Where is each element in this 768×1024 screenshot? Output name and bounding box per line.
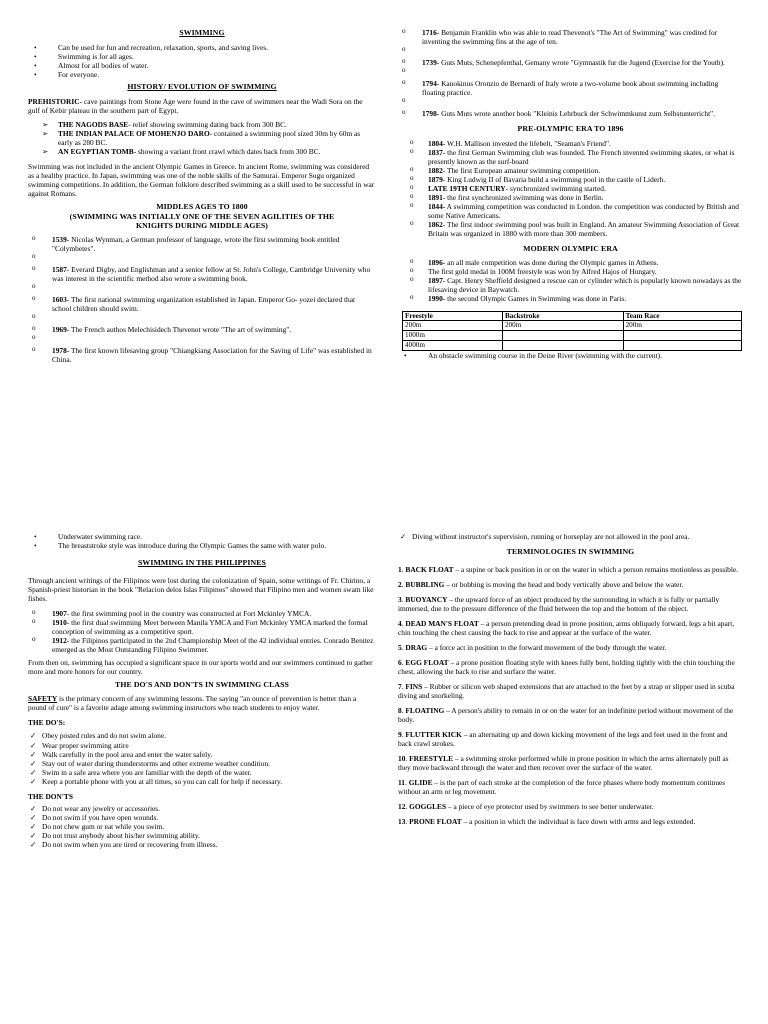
timeline-item: [398, 193, 743, 202]
philippines-timeline: [28, 609, 376, 654]
timeline-year: 1978: [52, 346, 67, 356]
term-number: 8: [398, 705, 402, 715]
timeline-text: - Capt. Henry Sheffield designed a rescue can or cylinder which is popularly known nowadays as the lifesaving device in Baywatch.: [428, 275, 742, 294]
timeline-text: - A swimming competition was conducted in London. the competition was conducted by British and some Native Americans.: [428, 201, 739, 220]
term-definition: – a piece of eye protector used by swimmers to see better underwater.: [446, 802, 654, 812]
timeline-year: 1891: [428, 192, 443, 202]
dos-list: [28, 731, 376, 785]
timeline-item: [398, 294, 743, 303]
table-cell: [502, 331, 623, 341]
timeline-text: - Everard Digby, and Englishman and a senior fellow at St. John's College, Cambridge University who was interest in the scientific method also wrote a swimming book.: [52, 265, 371, 284]
ancient-text: - showing a variant front crawl which dates back from 300 BC.: [133, 147, 321, 157]
term-entry: 6. EGG FLOAT – a prone position floating style with knees fully bent, holding tightly with the chin touching the chest, allowing the back to rise and surface the water.: [398, 657, 735, 676]
ancient-item: [28, 147, 376, 156]
column-bottom-left: [28, 532, 376, 849]
term-name: EGG FLOAT: [405, 657, 449, 667]
dont-item: ✓ Do not trust anybody about his/her swimming ability.: [28, 831, 376, 840]
dont-item: ✓ Do not swim when you are tired or recovering from illness.: [28, 840, 376, 849]
timeline-year: 1882: [428, 165, 443, 175]
timeline-text: - Guts Muts wrote another book "Kleinis Lehrbuck der Schwimmkunst zum Selbstunterricht".: [436, 109, 715, 119]
table-note: • An obstacle swimming course in the Deine River (swimming with the current).: [398, 351, 743, 360]
donts-list-continued: [398, 532, 743, 541]
term-name: BUBBLING: [405, 579, 445, 589]
ancient-label: THE INDIAN PALACE OF MOHENJO DARO: [58, 129, 210, 139]
dont-item: ✓ Do not chew gum or eat while you swim.: [28, 822, 376, 831]
timeline-year: 1539: [52, 234, 67, 244]
term-entry: 7. FINS – Rubber or silicon web shaped extensions that are attached to the feet by a strap or slipper used in scuba diving and snorkeling.: [398, 681, 735, 700]
table-note-list: [398, 351, 743, 360]
timeline-year: 1897: [428, 275, 443, 285]
dont-item: ✓ Do not swim if you have open wounds.: [28, 813, 376, 822]
timeline-text: - W.H. Mallison invested the lifebelt, "Seaman's Friend".: [442, 138, 611, 148]
prehistoric-text: - cave paintings from Stone Age were found in the cave of swimmers near the Wadi Sora on the gulf of Kebir plateau in the southern part of Egypt.: [28, 97, 363, 116]
term-entry: 4. DEAD MAN'S FLOAT – a person pretending dead in prone position, arms obliquely forward, legs a bit apart, chin touching the chest causing the back to rise and appear at the surface of the water.: [398, 618, 735, 637]
spacer: [28, 253, 376, 265]
do-item: ✓ Obey posted rules and do not swim alone.: [28, 731, 376, 740]
ancient-list: [28, 120, 376, 156]
column-bottom-right: [398, 532, 743, 826]
term-name: GOGGLES: [409, 802, 447, 812]
timeline-text: - Kanokinus Oronzio de Bernardi of Italy wrote a two-volume book about swimming including floating practice.: [422, 79, 719, 98]
events-list-continued: [28, 532, 376, 550]
timeline-item: [398, 139, 743, 148]
timeline-item: [398, 175, 743, 184]
timeline-text: - The French authos Melechisidech Thevenot wrote "The art of swimming".: [66, 325, 292, 335]
term-entry: 9. FLUTTER KICK – an alternating up and down kicking movement of the legs and feet used in the front and back crawl strokes.: [398, 729, 728, 748]
table-cell: 4000m: [403, 341, 503, 351]
term-definition: – a position in which the individual is face down with arms and legs extended.: [461, 817, 696, 827]
table-row: [403, 321, 742, 331]
timeline-year: 1862: [428, 219, 443, 229]
term-definition: – or bobbing is moving the head and body vertically above and below the water.: [444, 579, 684, 589]
term-definition: – an alternating up and down kicking movement of the legs and feet used in the front and back crawl strokes.: [398, 729, 728, 748]
term-number: 13: [398, 817, 406, 827]
timeline-item: [398, 276, 743, 294]
term-number: 3: [398, 594, 402, 604]
term-entry: 5. DRAG – a force act in position to the forward movement of the body through the water.: [398, 642, 667, 652]
timeline-item: [28, 636, 376, 654]
column-top-left: [28, 28, 376, 364]
term-definition: – is the part of each stroke at the completion of the force phases where body momentum continues without an arm or leg movement.: [398, 778, 726, 797]
table-header: Team Race: [623, 311, 741, 321]
spacer: [28, 313, 376, 325]
term-definition: – A person's ability to remain in or on the water for an indefinite period without movement of the body.: [398, 705, 734, 724]
term-entry: 11. GLIDE – is the part of each stroke at the completion of the force phases where body momentum continues without an arm or leg movement.: [398, 778, 726, 797]
timeline-text: - the first German Swimming club was founded. The French invented swimming skates, or what is presently known as the surf-board: [428, 147, 735, 166]
middle-ages-heading-2: (SWIMMING WAS INITIALLY ONE OF THE SEVEN AGILITIES OF THE: [69, 211, 335, 221]
events-table: [402, 311, 742, 351]
timeline-year: 1896: [428, 257, 443, 267]
timeline-item: [398, 258, 743, 267]
timeline-year: 1587: [52, 265, 67, 274]
term-name: FINS: [405, 681, 423, 691]
intro-item: • Can be used for fun and recreation, relaxation, sports, and saving lives.: [28, 43, 376, 52]
timeline-text: - The first indoor swimming pool was built in England. An amateur Swimming Association of Great Britain was organized in 1880 with more than 300 members.: [428, 219, 740, 238]
intro-item: • Almost for all bodies of water.: [28, 61, 376, 70]
term-number: 11: [398, 778, 405, 788]
term-definition: – the upward force of an object produced by the surrounding in which it is fully or partially immersed, due to the pressure difference of the fluid between the top and the bottom of the object.: [398, 594, 720, 613]
prehistoric-paragraph: [28, 97, 376, 115]
table-row: [403, 341, 742, 351]
timeline-item: [398, 58, 743, 67]
term-definition: – a prone position floating style with knees fully bent, holding tightly with the chin touching the chest, allowing the back to rise and surface the water.: [398, 657, 735, 676]
timeline-text: - the first dual swimming Meet between Manila YMCA and Fort Mckinley YMCA marked the formal conception of swimming as a competitive sport.: [52, 617, 368, 636]
timeline-year: 1910: [52, 617, 67, 627]
term-number: 4: [398, 618, 402, 628]
middle-ages-heading-3: KNIGHTS DURING MIDDLE AGES): [135, 221, 269, 231]
timeline-text: The first gold medal in 100M freestyle was won by Alfred Hajos of Hungary.: [428, 266, 657, 276]
pre-olympic-heading: PRE-OLYMPIC ERA TO 1896: [517, 124, 624, 134]
term-number: 9: [398, 729, 402, 739]
timeline-year: 1798: [422, 109, 437, 119]
philippines-heading: SWIMMING IN THE PHILIPPINES: [138, 558, 266, 568]
term-number: 10: [398, 754, 406, 763]
timeline-item: [28, 235, 376, 253]
ancient-text: - contained a swimming pool sized 30m by 60m as early as 280 BC.: [58, 129, 361, 148]
list-item: • The breaststroke style was introduce during the Olympic Games the same with water polo.: [28, 541, 376, 550]
list-item: • Underwater swimming race.: [28, 532, 376, 541]
term-entry: 1. BACK FLOAT – a supine or back position in or on the water in which a person remains motionless as possible.: [398, 564, 739, 574]
timeline-item: [398, 202, 743, 220]
timeline-text: - the first swimming pool in the country was constructed at Fort Mckinley YMCA.: [66, 608, 312, 618]
timeline-year: 1990: [428, 293, 443, 303]
modern-olympic-list: [398, 258, 743, 303]
timeline-text: - Benjamin Franklin who was able to read Thevenot's "The Art of Swimming" was credited for inventing the swimming fins at the age of ten.: [422, 28, 718, 47]
ancient-item: [28, 129, 376, 147]
ancient-text: - relief showing swimming dating back from 300 BC.: [128, 120, 287, 130]
term-name: DRAG: [405, 642, 428, 652]
table-cell: 200m: [403, 321, 503, 331]
term-name: GLIDE: [408, 778, 433, 788]
intro-item: • For everyone.: [28, 70, 376, 79]
olympic-paragraph: Swimming was not included in the ancient Olympic Games in Greece. In ancient Rome, swimming was considered as a healthy practice. In Japan, swimming was one of the noble skills of the Samurai. Emperor Sugu organized swimming competitions. In addition, the German folklore described swimming as a skill used to be successful in war against Romans.: [28, 162, 375, 199]
term-number: 7: [398, 681, 402, 691]
term-number: 1: [398, 564, 402, 574]
terminology-list: [398, 565, 743, 827]
term-name: FLUTTER KICK: [405, 729, 462, 739]
timeline-item: [398, 109, 743, 118]
timeline-item: [398, 267, 743, 276]
spacer: [398, 97, 743, 109]
timeline-item: [28, 346, 376, 364]
term-entry: 10. FREESTYLE – a swimming stroke performed while in prone position in which the arms alternately pull as they move backward through the water and then recover over the surface of the water.: [398, 754, 729, 773]
term-name: PRONE FLOAT: [409, 817, 462, 827]
term-number: 6: [398, 657, 402, 667]
spacer: [28, 283, 376, 295]
timeline-text: - King Ludwig II of Bavaria build a swimming pool in the castle of Liderh.: [442, 174, 666, 184]
terminologies-heading: TERMINOLOGIES IN SWIMMING: [506, 547, 635, 557]
timeline-text: - Guts Muts, Schenepfenthal, Gemany wrote "Gymnastik fur die Jugend (Exercise for the Youth).: [436, 58, 725, 68]
safety-label: SAFETY: [28, 694, 58, 704]
ancient-label: AN EGYPTIAN TOMB: [58, 147, 134, 157]
timeline-text: - the Filipinos participated in the 2nd Championship Meet of the 42 individual entries. Conrado Benitez emerged as the Most Outstanding Filipino Swimmer.: [52, 635, 374, 654]
term-entry: 3. BUOYANCY – the upward force of an object produced by the surrounding in which it is fully or partially immersed, due to the pressure difference of the fluid between the top and the bottom of the object.: [398, 594, 720, 613]
term-definition: – a supine or back position in or on the water in which a person remains motionless as possible.: [453, 564, 739, 574]
safety-paragraph: [28, 694, 376, 712]
term-entry: 8. FLOATING – A person's ability to remain in or on the water for an indefinite period without movement of the body.: [398, 705, 734, 724]
term-entry: 2. BUBBLING – or bobbing is moving the head and body vertically above and below the water.: [398, 579, 684, 589]
timeline-year: 1912: [52, 635, 67, 645]
term-entry: 12. GOGGLES – a piece of eye protector used by swimmers to see better underwater.: [398, 802, 654, 812]
timeline-year: 1739: [422, 58, 437, 68]
timeline-item: [398, 79, 743, 97]
do-item: ✓ Wear proper swimming attire: [28, 741, 376, 750]
timeline-year: 1879: [428, 174, 443, 184]
timeline-year: 1804: [428, 138, 443, 148]
table-cell: [623, 341, 741, 351]
timeline-text: - The first known lifesaving group "Chiangkiang Association for the Saving of Life" was established in China.: [52, 346, 372, 365]
term-name: DEAD MAN'S FLOAT: [405, 618, 479, 628]
timeline-text: - synchronized swimming started.: [505, 183, 606, 193]
timeline-year: 1716: [422, 28, 437, 37]
timeline-text: - Nicolas Wynman, a German professor of language, wrote the first swimming book entitled "Colymbetes".: [52, 234, 340, 253]
prehistoric-label: PREHISTORIC: [28, 97, 80, 107]
timeline-text: - an all male competition was done during the Olympic games in Athens.: [442, 257, 659, 267]
term-name: BUOYANCY: [405, 594, 448, 604]
donts-list: [28, 804, 376, 849]
timeline-item: [398, 220, 743, 238]
term-number: 2: [398, 579, 402, 589]
term-number: 5: [398, 642, 402, 652]
do-item: ✓ Keep a portable phone with you at all times, so you can call for help if necessary.: [28, 777, 376, 786]
timeline-year: 1794: [422, 79, 437, 89]
term-definition: – a force act in position to the forward movement of the body through the water.: [427, 642, 667, 652]
table-cell: [623, 331, 741, 341]
timeline-year: 1907: [52, 608, 67, 618]
pre-olympic-list: [398, 139, 743, 238]
timeline-item: [28, 265, 376, 283]
term-definition: – a person pretending dead in prone position, arms obliquely forward, legs a bit apart, chin touching the chest causing the back to rise and appear at the surface of the water.: [398, 618, 735, 637]
spacer: [28, 334, 376, 346]
table-row: [403, 331, 742, 341]
safety-text: is the primary concern of any swimming lessons. The saying "an ounce of prevention is better than a pound of cure" is a favorite adage among swimming instructors who teach students to enjoy water.: [28, 694, 357, 713]
do-item: ✓ Swim in a safe area where you are familiar with the depth of the water.: [28, 768, 376, 777]
table-cell: 200m: [502, 321, 623, 331]
dont-item: ✓ Do not wear any jewelry or accessories.: [28, 804, 376, 813]
timeline-text: - The first European amateur swimming competition.: [442, 165, 601, 175]
do-item: ✓ Walk carefully in the pool area and enter the water safely.: [28, 750, 376, 759]
ancient-item: [28, 120, 376, 129]
spacer: [398, 67, 743, 79]
early-timeline: [398, 28, 743, 118]
timeline-year: 1969: [52, 325, 67, 335]
timeline-item: [398, 184, 743, 193]
timeline-year: LATE 19TH CENTURY: [428, 183, 506, 193]
donts-label: THE DON'TS: [28, 791, 73, 801]
timeline-item: [28, 325, 376, 334]
table-cell: [502, 341, 623, 351]
modern-olympic-heading: MODERN OLYMPIC ERA: [523, 244, 618, 254]
term-number: 12: [398, 802, 406, 812]
timeline-text: - The first national swimming organization established in Japan. Emperor Go- yozei declared that school children should swim.: [52, 295, 356, 314]
dont-item: ✓ Diving without instructor's supervision, running or horseplay are not allowed in the pool area.: [398, 532, 743, 541]
timeline-item: [28, 609, 376, 618]
ancient-label: THE NAGODS BASE: [58, 120, 129, 130]
column-top-right: [398, 28, 743, 360]
spacer: [398, 46, 743, 58]
philippines-paragraph: Through ancient writings of the Filipinos were lost during the colonization of Spain, some writings of Fr. Chirino, a Spanish-priest historian in the book "Relacion delos Islas Filipinos" showed that Filipino men and women swam like fishes.: [28, 575, 374, 603]
timeline-item: [398, 28, 743, 46]
term-name: FLOATING: [405, 705, 445, 715]
timeline-year: 1603: [52, 295, 67, 305]
timeline-item: [398, 166, 743, 175]
term-name: FREESTYLE: [409, 754, 454, 763]
term-definition: – Rubber or silicon web shaped extensions that are attached to the feet by a strap or slipper used in scuba diving and snorkeling.: [398, 681, 735, 700]
philippines-closing: From then on, swimming has occupied a significant space in our sports world and our swimmers continued to gather more and more honors for our country.: [28, 657, 373, 676]
table-cell: 200m: [623, 321, 741, 331]
timeline-item: [398, 148, 743, 166]
table-header: Freestyle: [403, 311, 503, 321]
table-header-row: [403, 311, 742, 321]
term-entry: 13. PRONE FLOAT – a position in which the individual is face down with arms and legs extended.: [398, 817, 696, 827]
timeline-item: [28, 618, 376, 636]
term-name: BACK FLOAT: [405, 564, 454, 574]
intro-item: • Swimming is for all ages.: [28, 52, 376, 61]
dos-label: THE DO'S:: [28, 718, 66, 728]
term-definition: – a swimming stroke performed while in prone position in which the arms alternately pull as they move backward through the water and then recover over the surface of the water.: [398, 754, 729, 773]
timeline-text: - the second Olympic Games in Swimming was done in Paris.: [442, 293, 627, 303]
timeline-item: [28, 295, 376, 313]
dos-donts-heading: THE DO'S AND DON'TS IN SWIMMING CLASS: [115, 679, 289, 689]
timeline-text: - the first synchronized swimming was done in Berlin.: [442, 192, 604, 202]
table-header: Backstroke: [502, 311, 623, 321]
doc-title: SWIMMING: [179, 28, 225, 37]
history-heading: HISTORY/ EVOLUTION OF SWIMMING: [127, 81, 277, 91]
do-item: ✓ Stay out of water during thunderstorms and other extreme weather condition.: [28, 759, 376, 768]
table-cell: 1000m: [403, 331, 503, 341]
intro-list: [28, 43, 376, 79]
timeline-year: 1837: [428, 147, 443, 157]
middle-ages-list: [28, 235, 376, 364]
middle-ages-heading-1: MIDDLES AGES TO 1800: [156, 202, 248, 212]
timeline-year: 1844: [428, 201, 443, 211]
